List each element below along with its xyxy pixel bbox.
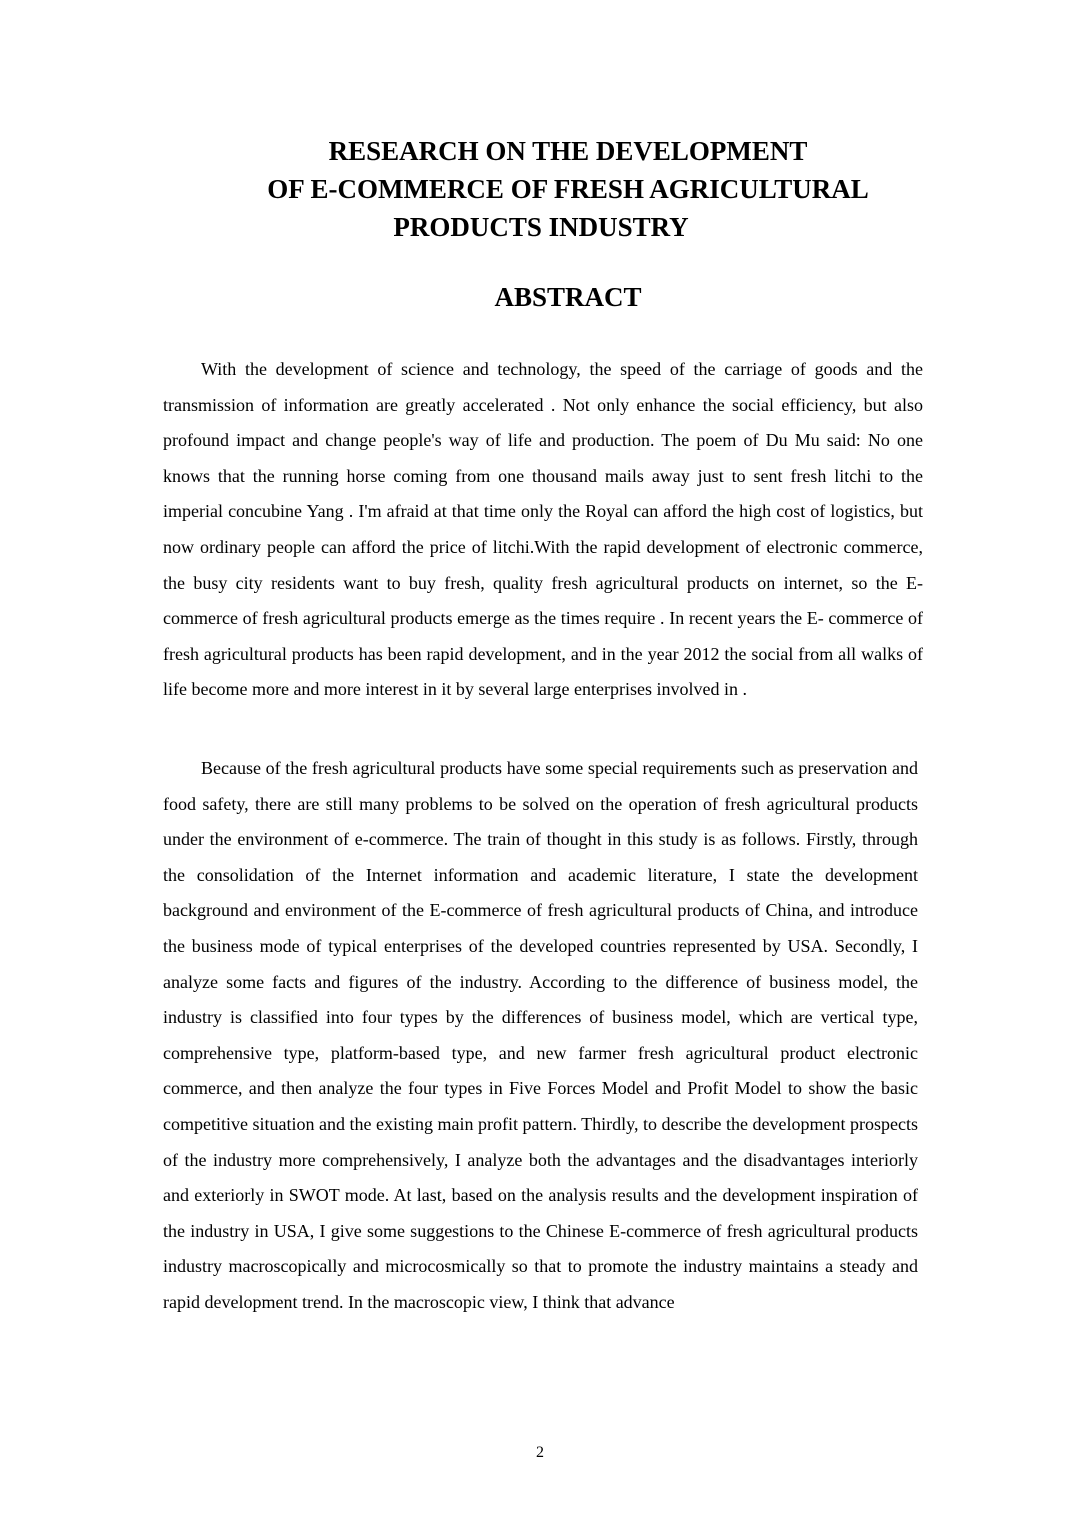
abstract-paragraph-1: With the development of science and technology, the speed of the carriage of goods and the transmission of information are greatly accelerated . Not only enhance the social efficiency, but also profound impact and change people's way of life and production. The poem of Du Mu said: No one knows that the running horse coming from one thousand mails away just to sent fresh litchi to the imperial concubine Yang . I'm afraid at that time only the Royal can afford the high cost of logistics, but now ordinary people can afford the price of litchi.With the rapid development of electronic commerce, the busy city residents want to buy fresh, quality fresh agricultural products on internet, so the E-commerce of fresh agricultural products emerge as the times require . In recent years the E- commerce of fresh agricultural products has been rapid development, and in the year 2012 the social from all walks of life become more and more interest in it by several large enterprises involved in . bbox=[163, 359, 923, 700]
title-line-3: PRODUCTS INDUSTRY bbox=[393, 212, 689, 242]
paper-title bbox=[0, 132, 1080, 246]
abstract-paragraph-2-container bbox=[163, 751, 918, 1321]
abstract-paragraph-1-container bbox=[163, 352, 923, 708]
title-line-1: RESEARCH ON THE DEVELOPMENT bbox=[328, 136, 808, 166]
abstract-heading: ABSTRACT bbox=[494, 282, 642, 312]
abstract-paragraph-2: Because of the fresh agricultural products have some special requirements such as preservation and food safety, there are still many problems to be solved on the operation of fresh agricultural products under the environment of e-commerce. The train of thought in this study is as follows. Firstly, through the consolidation of the Internet information and academic literature, I state the development background and environment of the E-commerce of fresh agricultural products of China, and introduce the business mode of typical enterprises of the developed countries represented by USA. Secondly, I analyze some facts and figures of the industry. According to the difference of business model, the industry is classified into four types by the differences of business model, which are vertical type, comprehensive type, platform-based type, and new farmer fresh agricultural product electronic commerce, and then analyze the four types in Five Forces Model and Profit Model to show the basic competitive situation and the existing main profit pattern. Thirdly, to describe the development prospects of the industry more comprehensively, I analyze both the advantages and the disadvantages interiorly and exteriorly in SWOT mode. At last, based on the analysis results and the development inspiration of the industry in USA, I give some suggestions to the Chinese E-commerce of fresh agricultural products industry macroscopically and microcosmically so that to promote the industry maintains a steady and rapid development trend. In the macroscopic view, I think that advance bbox=[163, 758, 918, 1312]
page-number: 2 bbox=[536, 1444, 544, 1461]
title-line-2: OF E-COMMERCE OF FRESH AGRICULTURAL bbox=[267, 174, 869, 204]
